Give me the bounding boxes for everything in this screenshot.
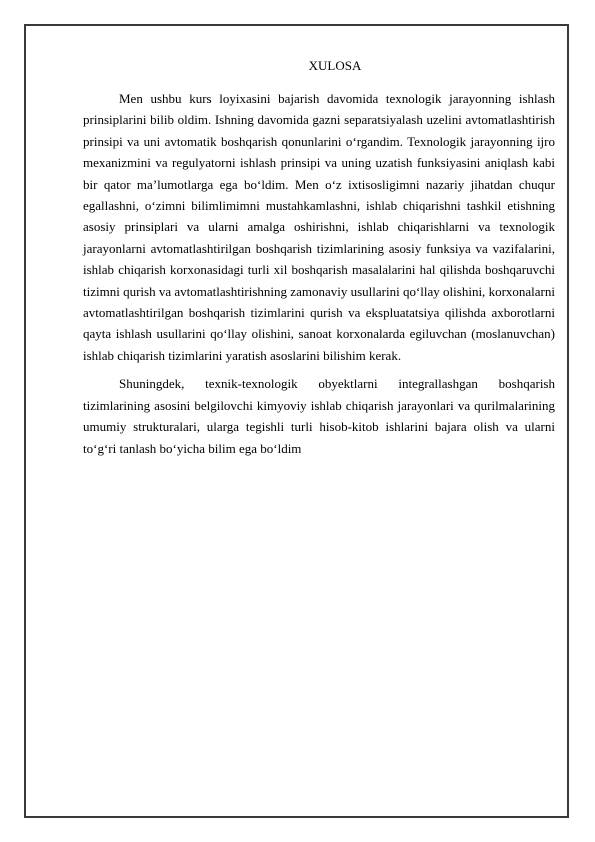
conclusion-paragraph-2: Shuningdek, texnik-texnologik obyektlarni integrallashgan boshqarish tizimlarining asosini belgilovchi kimyoviy ishlab chiqarish jarayonlari va qurilmalarining umumiy strukturalari, ularga tegishli turli hisob-kitob ishlarini bajara olish va ularni to‘g‘ri tanlash bo‘yicha bilim ega bo‘ldim	[83, 376, 555, 456]
document-title: XULOSA	[308, 58, 362, 73]
conclusion-paragraph-1: Men ushbu kurs loyixasini bajarish davomida texnologik jarayonning ishlash prinsiplarini bilib oldim. Ishning davomida gazni separatsiyalash uzelini avtomatlashtirish prinsipi va uni avtomatik boshqarish qonunlarini o‘rgandim. Texnologik jarayonning ijro mexanizmini va regulyatorni ishlash prinsipi va uning uzatish funksiyasini aniqlash kabi bir qator ma’lumotlarga ega bo‘ldim. Men o‘z ixtisosligimni nazariy jihatdan chuqur egallashni, o‘zimni bilimlimimni mustahkamlashni, ishlab chiqarishni tashkil etishning asosiy prinsiplari va ularni amalga oshirishni, ishlab chiqarishlarni va texnologik jarayonlarni avtomatlashtirilgan boshqarish tizimlarining asosiy funksiya va vazifalarini, ishlab chiqarish korxonasidagi turli xil boshqarish masalalarini hal qilishda boshqaruvchi tizimni qurish va avtomatlashtirishning zamonaviy usullarini qo‘llay olishini, korxonalarni avtomatlashtirilgan boshqarish tizimlarini qurish va ekspluatatsiya qilishda axborotlarni qayta ishlash usullarini qo‘llay olishini, sanoat korxonalarda egiluvchan (moslanuvchan) ishlab chiqarish tizimlarini yaratish asoslarini bilishim kerak.	[83, 91, 555, 363]
document-body	[83, 57, 555, 466]
